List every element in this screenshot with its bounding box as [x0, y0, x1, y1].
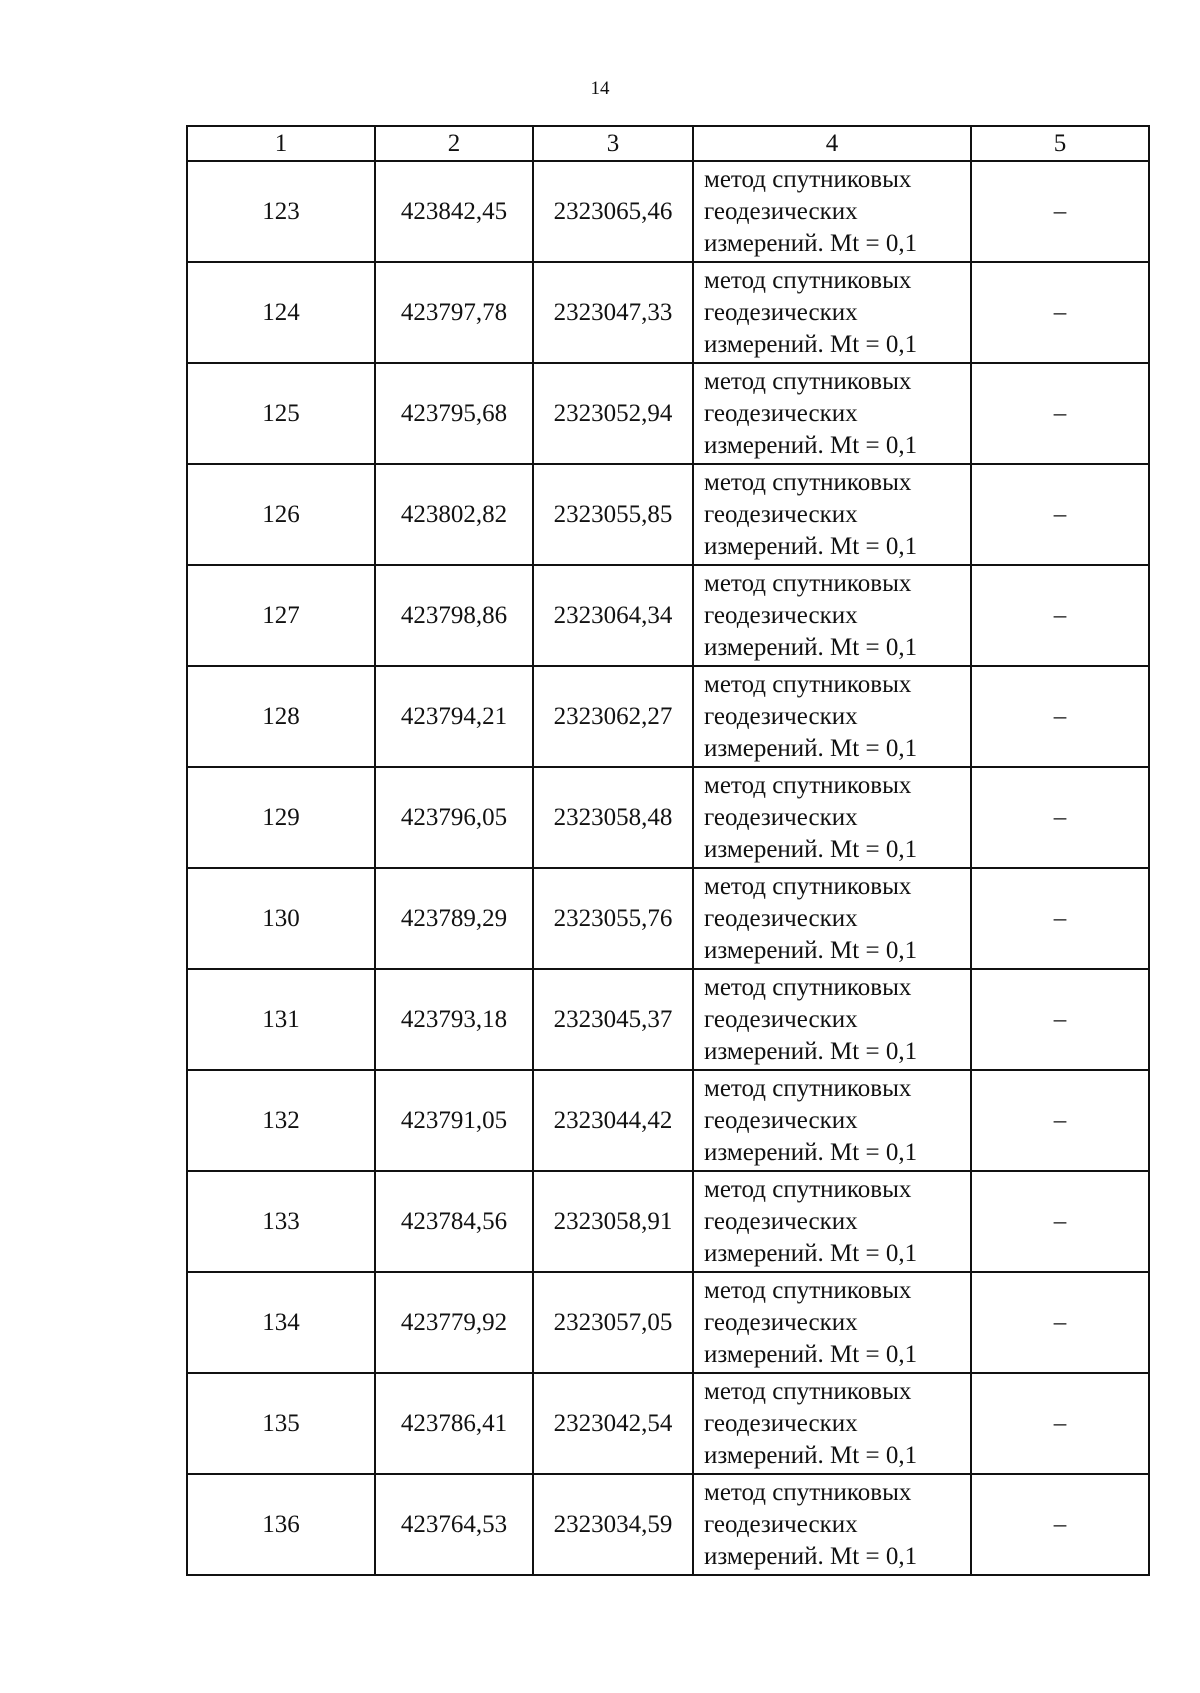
method-text-line: метод спутниковых [704, 1478, 912, 1506]
method-text-line: измерений. Mt = 0,1 [704, 1037, 918, 1065]
method-text-line: измерений. Mt = 0,1 [704, 734, 918, 762]
y-coordinate-cell: 2323044,42 [533, 1070, 693, 1171]
method-text-line: измерений. Mt = 0,1 [704, 633, 918, 661]
table-row [187, 969, 1149, 1070]
y-coordinate-cell: 2323047,33 [533, 262, 693, 363]
point-number-cell: 127 [187, 565, 375, 666]
method-cell [693, 666, 971, 767]
method-text-line: метод спутниковых [704, 1074, 912, 1102]
table-row [187, 868, 1149, 969]
y-coordinate-cell: 2323045,37 [533, 969, 693, 1070]
point-number-cell: 132 [187, 1070, 375, 1171]
method-text-line: метод спутниковых [704, 367, 912, 395]
method-text-line: измерений. Mt = 0,1 [704, 1340, 918, 1368]
table-row [187, 363, 1149, 464]
method-text-line: геодезических [704, 399, 858, 427]
x-coordinate-cell: 423794,21 [375, 666, 533, 767]
method-cell [693, 767, 971, 868]
y-coordinate-cell: 2323055,76 [533, 868, 693, 969]
method-text-line: метод спутниковых [704, 569, 912, 597]
method-text-line: метод спутниковых [704, 1175, 912, 1203]
method-text-line: геодезических [704, 1207, 858, 1235]
column-header-1: 1 [187, 126, 375, 161]
method-text-line: геодезических [704, 904, 858, 932]
method-text-line: измерений. Mt = 0,1 [704, 330, 918, 358]
method-text-line: геодезических [704, 1510, 858, 1538]
x-coordinate-cell: 423842,45 [375, 161, 533, 262]
table-row [187, 1171, 1149, 1272]
table-row [187, 1474, 1149, 1575]
method-text-line: метод спутниковых [704, 973, 912, 1001]
x-coordinate-cell: 423798,86 [375, 565, 533, 666]
point-number-cell: 129 [187, 767, 375, 868]
note-cell: – [971, 868, 1149, 969]
x-coordinate-cell: 423796,05 [375, 767, 533, 868]
note-cell: – [971, 1070, 1149, 1171]
method-text-line: метод спутниковых [704, 1276, 912, 1304]
method-text-line: измерений. Mt = 0,1 [704, 936, 918, 964]
note-cell: – [971, 1171, 1149, 1272]
x-coordinate-cell: 423793,18 [375, 969, 533, 1070]
method-cell [693, 1070, 971, 1171]
y-coordinate-cell: 2323052,94 [533, 363, 693, 464]
page-number: 14 [590, 78, 610, 99]
note-cell: – [971, 565, 1149, 666]
method-cell [693, 868, 971, 969]
method-text-line: геодезических [704, 197, 858, 225]
y-coordinate-cell: 2323065,46 [533, 161, 693, 262]
point-number-cell: 124 [187, 262, 375, 363]
table-row [187, 161, 1149, 262]
method-text-line: измерений. Mt = 0,1 [704, 1542, 918, 1570]
method-text-line: измерений. Mt = 0,1 [704, 1441, 918, 1469]
method-text-line: метод спутниковых [704, 165, 912, 193]
column-header-5: 5 [971, 126, 1149, 161]
point-number-cell: 134 [187, 1272, 375, 1373]
column-header-3: 3 [533, 126, 693, 161]
method-text-line: геодезических [704, 1005, 858, 1033]
note-cell: – [971, 464, 1149, 565]
method-text-line: измерений. Mt = 0,1 [704, 835, 918, 863]
method-text-line: измерений. Mt = 0,1 [704, 229, 918, 257]
column-header-4: 4 [693, 126, 971, 161]
y-coordinate-cell: 2323042,54 [533, 1373, 693, 1474]
note-cell: – [971, 1373, 1149, 1474]
table-row [187, 767, 1149, 868]
x-coordinate-cell: 423764,53 [375, 1474, 533, 1575]
y-coordinate-cell: 2323058,48 [533, 767, 693, 868]
method-text-line: метод спутниковых [704, 771, 912, 799]
method-cell [693, 161, 971, 262]
method-text-line: метод спутниковых [704, 1377, 912, 1405]
coordinates-table [186, 125, 1150, 1576]
method-text-line: геодезических [704, 500, 858, 528]
method-text-line: геодезических [704, 702, 858, 730]
method-text-line: геодезических [704, 298, 858, 326]
note-cell: – [971, 363, 1149, 464]
method-text-line: геодезических [704, 601, 858, 629]
method-text-line: геодезических [704, 803, 858, 831]
point-number-cell: 131 [187, 969, 375, 1070]
x-coordinate-cell: 423786,41 [375, 1373, 533, 1474]
table-row [187, 1272, 1149, 1373]
method-text-line: геодезических [704, 1308, 858, 1336]
x-coordinate-cell: 423797,78 [375, 262, 533, 363]
column-header-2: 2 [375, 126, 533, 161]
method-cell [693, 969, 971, 1070]
method-text-line: измерений. Mt = 0,1 [704, 1138, 918, 1166]
note-cell: – [971, 969, 1149, 1070]
point-number-cell: 133 [187, 1171, 375, 1272]
point-number-cell: 125 [187, 363, 375, 464]
y-coordinate-cell: 2323055,85 [533, 464, 693, 565]
method-text-line: измерений. Mt = 0,1 [704, 532, 918, 560]
point-number-cell: 123 [187, 161, 375, 262]
method-cell [693, 1171, 971, 1272]
method-cell [693, 1272, 971, 1373]
method-cell [693, 1373, 971, 1474]
method-text-line: геодезических [704, 1106, 858, 1134]
method-text-line: метод спутниковых [704, 670, 912, 698]
method-text-line: геодезических [704, 1409, 858, 1437]
method-text-line: измерений. Mt = 0,1 [704, 1239, 918, 1267]
table-row [187, 464, 1149, 565]
table-row [187, 1070, 1149, 1171]
method-cell [693, 363, 971, 464]
table-row [187, 1373, 1149, 1474]
y-coordinate-cell: 2323062,27 [533, 666, 693, 767]
method-cell [693, 262, 971, 363]
y-coordinate-cell: 2323057,05 [533, 1272, 693, 1373]
method-text-line: метод спутниковых [704, 872, 912, 900]
x-coordinate-cell: 423784,56 [375, 1171, 533, 1272]
method-cell [693, 464, 971, 565]
method-cell [693, 565, 971, 666]
table-row [187, 565, 1149, 666]
point-number-cell: 126 [187, 464, 375, 565]
point-number-cell: 135 [187, 1373, 375, 1474]
method-text-line: измерений. Mt = 0,1 [704, 431, 918, 459]
x-coordinate-cell: 423789,29 [375, 868, 533, 969]
table-header [187, 126, 1149, 161]
header-row [187, 126, 1149, 161]
method-text-line: метод спутниковых [704, 266, 912, 294]
x-coordinate-cell: 423802,82 [375, 464, 533, 565]
table-row [187, 262, 1149, 363]
x-coordinate-cell: 423795,68 [375, 363, 533, 464]
table-body [187, 161, 1149, 1575]
method-cell [693, 1474, 971, 1575]
note-cell: – [971, 1272, 1149, 1373]
note-cell: – [971, 767, 1149, 868]
note-cell: – [971, 1474, 1149, 1575]
x-coordinate-cell: 423791,05 [375, 1070, 533, 1171]
note-cell: – [971, 262, 1149, 363]
note-cell: – [971, 161, 1149, 262]
method-text-line: метод спутниковых [704, 468, 912, 496]
point-number-cell: 128 [187, 666, 375, 767]
x-coordinate-cell: 423779,92 [375, 1272, 533, 1373]
point-number-cell: 130 [187, 868, 375, 969]
point-number-cell: 136 [187, 1474, 375, 1575]
note-cell: – [971, 666, 1149, 767]
y-coordinate-cell: 2323034,59 [533, 1474, 693, 1575]
y-coordinate-cell: 2323064,34 [533, 565, 693, 666]
y-coordinate-cell: 2323058,91 [533, 1171, 693, 1272]
table-row [187, 666, 1149, 767]
